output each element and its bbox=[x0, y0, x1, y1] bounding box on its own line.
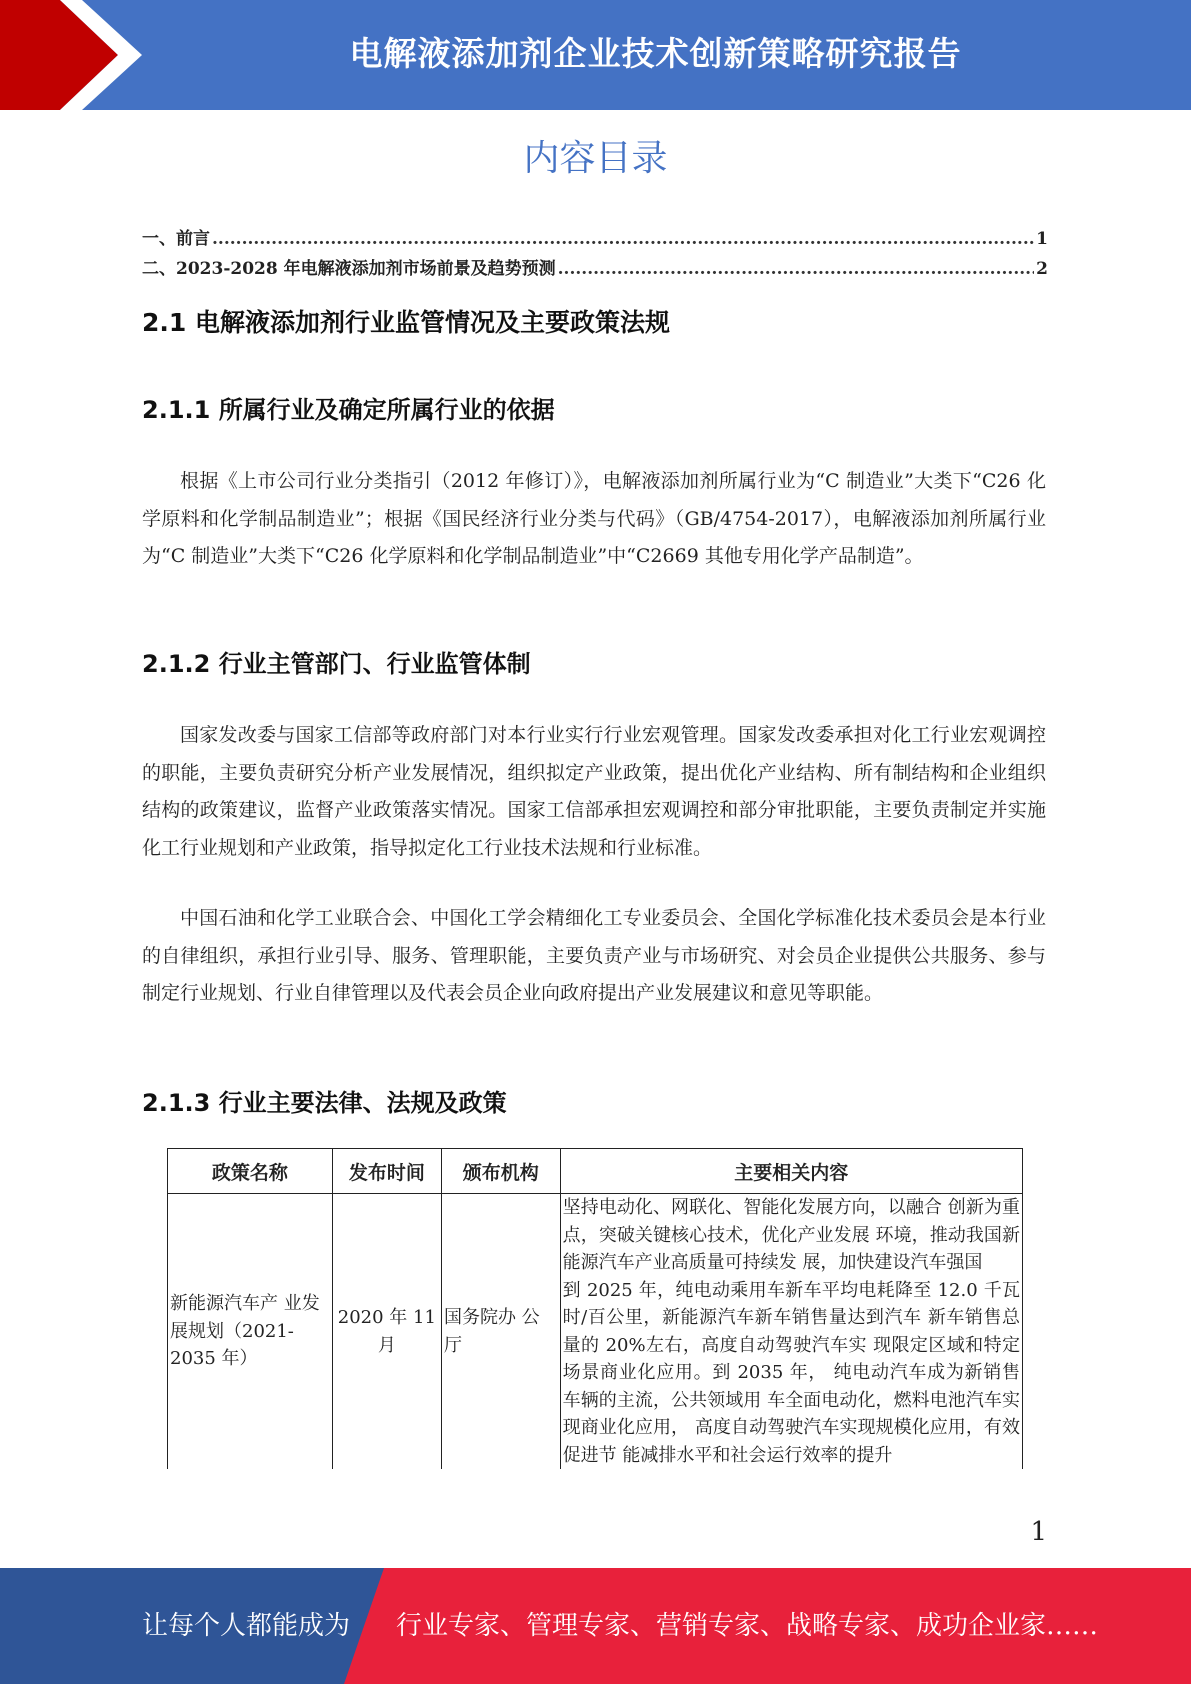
toc-entry[interactable] bbox=[142, 254, 1048, 284]
cell-policy-name: 新能源汽车产 业发展规划（2021-2035 年） bbox=[168, 1194, 333, 1470]
section-heading-2-1-3: 2.1.3 行业主要法律、法规及政策 bbox=[142, 1089, 507, 1117]
paragraph-regulatory-authorities: 国家发改委与国家工信部等政府部门对本行业实行行业宏观管理。国家发改委承担对化工行业宏观调控的职能，主要负责研究分析产业发展情况，组织拟定产业政策，提出优化产业结构、所有制结构和企业组织结构的政策建议，监督产业政策落实情况。国家工信部承担宏观调控和部分审批职能，主要负责制定并实施化工行业规划和产业政策，指导拟定化工行业技术法规和行业标准。 bbox=[142, 724, 1046, 859]
section-heading-2-1: 2.1 电解液添加剂行业监管情况及主要政策法规 bbox=[142, 308, 670, 337]
header-arrow-graphic bbox=[0, 0, 160, 110]
page-footer bbox=[0, 1568, 1191, 1684]
toc-entry-page: 2 bbox=[1036, 259, 1048, 279]
table-of-contents bbox=[142, 224, 1048, 284]
toc-entry-label: 一、前言 bbox=[142, 229, 210, 249]
column-header-issuing-agency: 颁布机构 bbox=[441, 1149, 560, 1194]
content-line: 到 2025 年，纯电动乘用车新车平均电耗降至 12.0 千瓦时/百公里，新能源汽车新车销售量达到汽车 新车销售总量的 20%左右，高度自动驾驶汽车实 现限定区域和特定场景商业化应用。到 2035 年， 纯电动汽车成为新销售车辆的主流，公共领域用 车全面电动化，燃料电池汽车实现商业化应用， 高度自动驾驶汽车实现规模化应用，有效促进节 能减排水平和社会运行效率的提升 bbox=[562, 1279, 1020, 1466]
footer-slogan-left: 让每个人都能成为 bbox=[142, 1611, 351, 1641]
table-header-row bbox=[168, 1149, 1023, 1194]
section-heading-2-1-2: 2.1.2 行业主管部门、行业监管体制 bbox=[142, 650, 531, 678]
table-row bbox=[168, 1194, 1023, 1470]
content-line: 坚持电动化、网联化、智能化发展方向，以融合 创新为重点，突破关键核心技术，优化产业发展 环境，推动我国新能源汽车产业高质量可持续发 展，加快建设汽车强国 bbox=[562, 1197, 1020, 1273]
page-header bbox=[0, 0, 1191, 110]
column-header-main-content: 主要相关内容 bbox=[560, 1149, 1022, 1194]
paragraph-self-regulatory-organizations: 中国石油和化学工业联合会、中国化工学会精细化工专业委员会、全国化学标准化技术委员会是本行业的自律组织，承担行业引导、服务、管理职能，主要负责产业与市场研究、对会员企业提供公共服务、参与制定行业规划、行业自律管理以及代表会员企业向政府提出产业发展建议和意见等职能。 bbox=[142, 907, 1046, 1004]
column-header-policy-name: 政策名称 bbox=[168, 1149, 333, 1194]
toc-entry[interactable] bbox=[142, 224, 1048, 254]
section-heading-2-1-1: 2.1.1 所属行业及确定所属行业的依据 bbox=[142, 396, 555, 424]
toc-entry-label: 二、2023-2028 年电解液添加剂市场前景及趋势预测 bbox=[142, 259, 556, 279]
cell-release-date: 2020 年 11 月 bbox=[332, 1194, 441, 1470]
toc-leader-dots bbox=[212, 224, 1034, 254]
page-number: 1 bbox=[1030, 1517, 1047, 1547]
policy-table bbox=[167, 1148, 1023, 1469]
toc-title: 内容目录 bbox=[523, 138, 668, 179]
column-header-release-date: 发布时间 bbox=[332, 1149, 441, 1194]
report-title: 电解液添加剂企业技术创新策略研究报告 bbox=[349, 34, 962, 73]
paragraph-industry-classification: 根据《上市公司行业分类指引（2012 年修订）》，电解液添加剂所属行业为“C 制造业”大类下“C26 化学原料和化学制品制造业”；根据《国民经济行业分类与代码》（GB/4754-2017），电解液添加剂所属行业为“C 制造业”大类下“C26 化学原料和化学制品制造业”中“C2669 其他专用化学产品制造”。 bbox=[142, 470, 1046, 567]
footer-slogan-right: 行业专家、管理专家、营销专家、战略专家、成功企业家…… bbox=[396, 1611, 1099, 1641]
toc-entry-page: 1 bbox=[1036, 229, 1048, 249]
cell-main-content bbox=[560, 1194, 1022, 1470]
cell-issuing-agency: 国务院办 公厅 bbox=[441, 1194, 560, 1470]
toc-leader-dots bbox=[558, 254, 1035, 284]
